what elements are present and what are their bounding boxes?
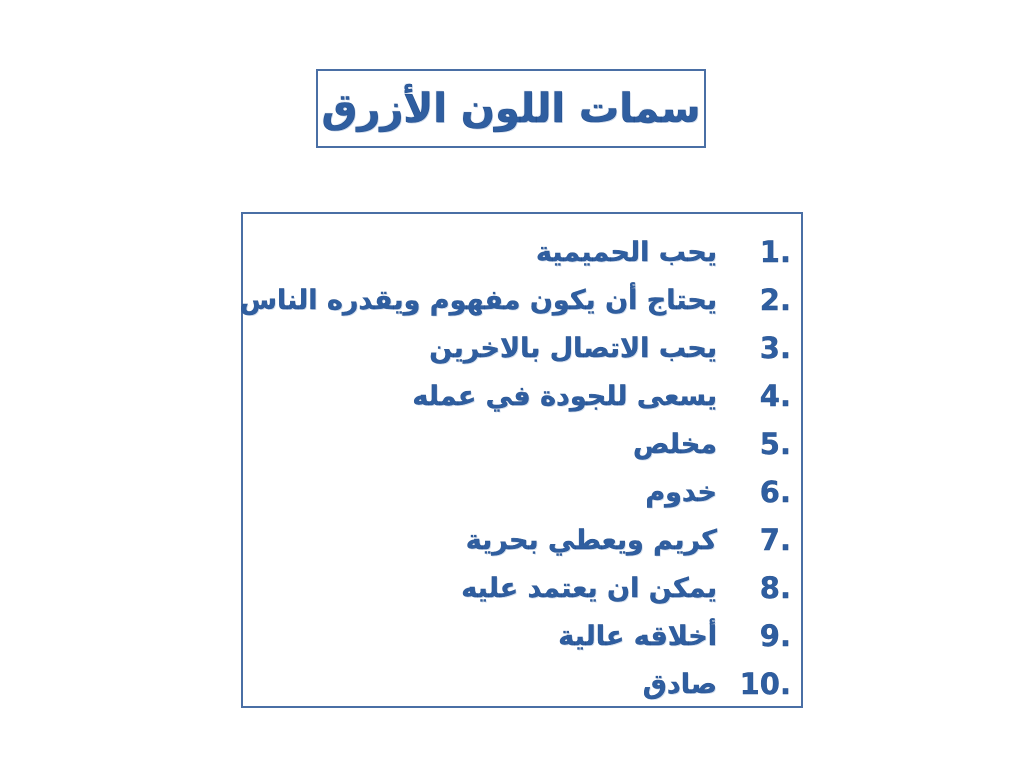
list-item-text: صادق xyxy=(642,668,717,700)
list-item-text: يمكن ان يعتمد عليه xyxy=(461,572,717,604)
list-item-number: 7. xyxy=(759,523,791,557)
list-item-text: يسعى للجودة في عمله xyxy=(412,380,717,412)
list-item-text: مخلص xyxy=(632,428,717,460)
list-item-number: 2. xyxy=(759,283,791,317)
list-item xyxy=(243,564,801,612)
list-item xyxy=(243,468,801,516)
list-item xyxy=(239,276,801,324)
slide-title: سمات اللون الأزرق xyxy=(321,85,701,132)
list-item xyxy=(243,420,801,468)
list-item xyxy=(243,228,801,276)
list-item xyxy=(243,612,801,660)
list-item-number: 3. xyxy=(759,331,791,365)
list-item-number: 8. xyxy=(759,571,791,605)
traits-list xyxy=(241,212,803,708)
list-item-number: 1. xyxy=(759,235,791,269)
list-item xyxy=(243,516,801,564)
title-box xyxy=(316,69,706,148)
list-item-text: يحب الحميمية xyxy=(535,236,717,268)
list-item-number: 5. xyxy=(759,427,791,461)
list-item-number: 10. xyxy=(739,667,791,701)
list-item-text: كريم ويعطي بحرية xyxy=(465,524,717,556)
list-item-number: 6. xyxy=(759,475,791,509)
list-item-text: يحتاج أن يكون مفهوم ويقدره الناس xyxy=(239,284,717,316)
list-item-number: 9. xyxy=(759,619,791,653)
list-item-text: خدوم xyxy=(645,476,717,508)
list-item-text: أخلاقه عالية xyxy=(558,620,717,652)
list-item xyxy=(243,324,801,372)
list-item-number: 4. xyxy=(759,379,791,413)
list-item xyxy=(243,372,801,420)
list-item-text: يحب الاتصال بالاخرين xyxy=(429,332,717,364)
list-item xyxy=(243,660,801,708)
